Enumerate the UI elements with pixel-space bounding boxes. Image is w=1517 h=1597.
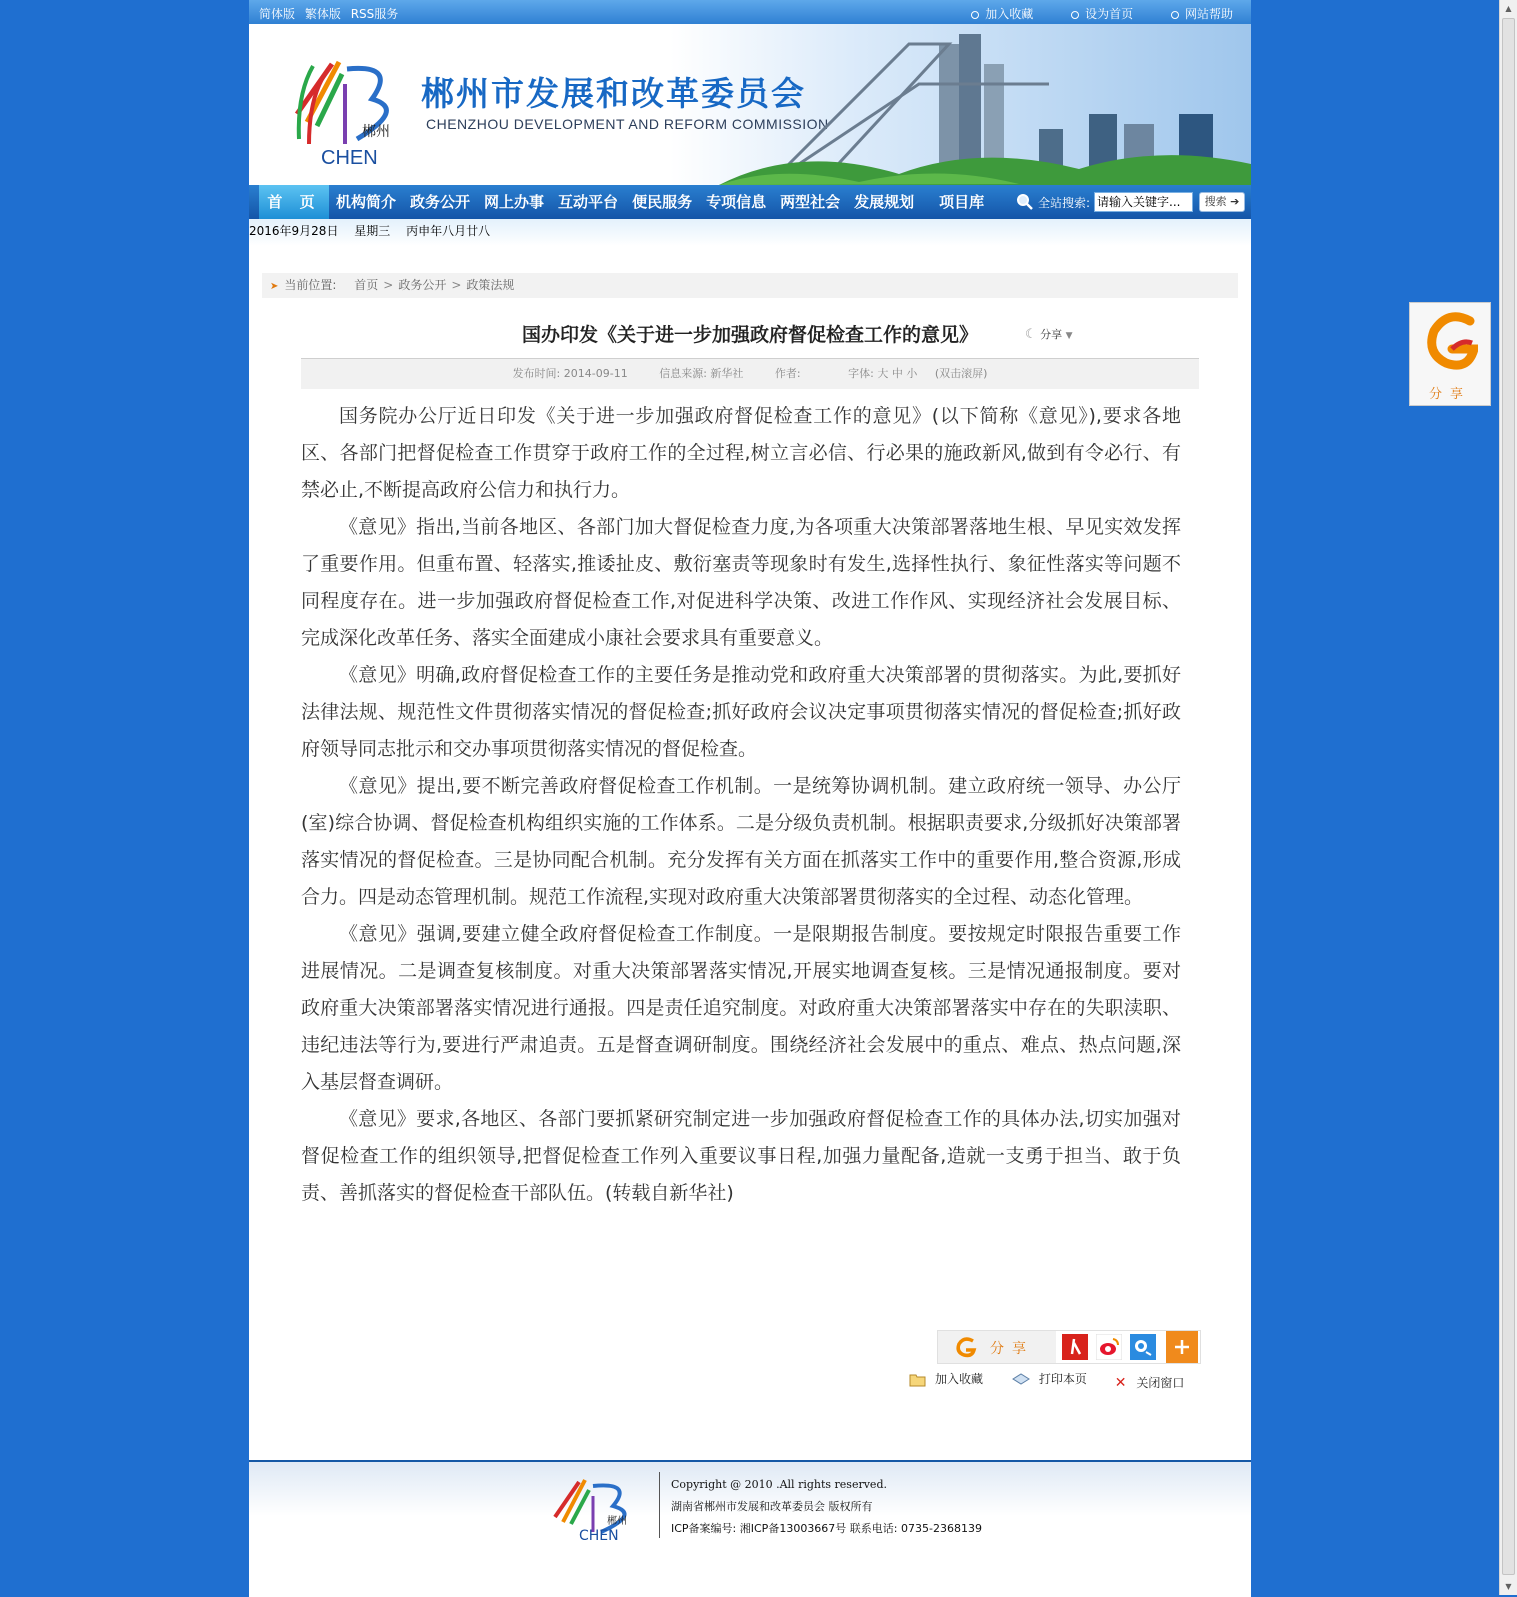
current-date: 2016年9月28日 bbox=[249, 224, 339, 238]
share-bar bbox=[937, 1330, 1201, 1364]
utility-links bbox=[937, 5, 1233, 22]
lunar-date: 丙申年八月廿八 bbox=[406, 224, 491, 238]
weibo-icon[interactable] bbox=[1096, 1334, 1122, 1360]
more-icon[interactable] bbox=[1166, 1331, 1198, 1363]
close-icon: ✕ bbox=[1114, 1374, 1127, 1391]
owner-text: 湖南省郴州市发展和改革委员会 版权所有 bbox=[671, 1500, 873, 1513]
author: 作者: bbox=[774, 367, 801, 380]
breadcrumb-policy[interactable]: 政策法规 bbox=[466, 278, 515, 292]
site-title: 郴州市发展和改革委员会 bbox=[421, 74, 806, 113]
floating-share-label: 分享 bbox=[1428, 387, 1471, 402]
language-links bbox=[259, 5, 404, 22]
add-favorite-link[interactable]: 加入收藏 bbox=[971, 7, 1033, 21]
footer bbox=[249, 1460, 1251, 1597]
breadcrumb-separator-icon: > bbox=[451, 278, 462, 292]
article-title: 国办印发《关于进一步加强政府督促检查工作的意见》 bbox=[521, 324, 978, 346]
icp-text: ICP备案编号: 湘ICP备13003667号 联系电话: 0735-2368139 bbox=[671, 1522, 982, 1535]
nav-item-planning[interactable]: 发展规划 bbox=[854, 193, 915, 211]
share-label[interactable]: 分享 bbox=[990, 1341, 1034, 1357]
article-paragraph: 《意见》明确,政府督促检查工作的主要任务是推动党和政府重大决策部署的贯彻落实。为此,要抓好法律法规、规范性文件贯彻落实情况的督促检查;抓好政府会议决定事项贯彻落实情况的督促检查;抓好政府领导同志批示和交办事项贯彻落实情况的督促检查。 bbox=[301, 664, 1181, 760]
nav-item-two-oriented[interactable]: 两型社会 bbox=[780, 193, 841, 211]
breadcrumb bbox=[262, 273, 1238, 298]
logo-text-en: CHEN bbox=[321, 147, 378, 169]
publish-time: 发布时间: 2014-09-11 bbox=[512, 367, 628, 380]
footer-info bbox=[671, 1474, 982, 1540]
rss-link[interactable]: RSS服务 bbox=[350, 7, 399, 21]
chevron-down-icon: ▼ bbox=[1065, 331, 1073, 341]
nav-item-gov-affairs[interactable]: 政务公开 bbox=[410, 193, 471, 211]
scrollbar-thumb[interactable] bbox=[1502, 18, 1515, 1575]
article-paragraph: 《意见》提出,要不断完善政府督促检查工作机制。一是统筹协调机制。建立政府统一领导、办公厅(室)综合协调、督促检查机构组织实施的工作体系。二是分级负责机制。根据职责要求,分级抓好决策部署落实情况的督促检查。三是协同配合机制。充分发挥有关方面在抓落实工作中的重要作用,整合资源,形成合力。四是动态管理机制。规范工作流程,实现对政府重大决策部署贯彻落实的全过程、动态化管理。 bbox=[301, 775, 1181, 908]
search-button[interactable]: 搜索 ➔ bbox=[1199, 192, 1245, 212]
add-favorite-tool[interactable]: 加入收藏 bbox=[909, 1370, 983, 1387]
share-logo-icon[interactable] bbox=[954, 1336, 978, 1360]
breadcrumb-home[interactable]: 首页 bbox=[354, 278, 379, 292]
breadcrumb-separator-icon: > bbox=[383, 278, 394, 292]
main-navigation bbox=[249, 185, 1251, 219]
search-icon bbox=[1016, 193, 1034, 211]
share-logo-icon bbox=[1422, 309, 1478, 375]
info-source: 信息来源: 新华社 bbox=[659, 367, 744, 380]
bullet-icon bbox=[971, 11, 979, 19]
article-paragraph: 《意见》要求,各地区、各部门要抓紧研究制定进一步加强政府督促检查工作的具体办法,切实加强对督促检查工作的组织领导,把督促检查工作列入重要议事日程,加强力量配备,造就一支勇于担当、敢于负责、善抓落实的督促检查干部队伍。(转载自新华社) bbox=[301, 1108, 1181, 1204]
page-container bbox=[249, 0, 1251, 1595]
date-bar bbox=[249, 219, 1251, 246]
nav-item-public-services[interactable]: 便民服务 bbox=[632, 193, 693, 211]
content-area bbox=[249, 246, 1251, 1460]
page-tools bbox=[909, 1370, 1208, 1391]
breadcrumb-arrow-icon: ➤ bbox=[270, 281, 279, 292]
breadcrumb-gov-affairs[interactable]: 政务公开 bbox=[398, 278, 447, 292]
vertical-scrollbar[interactable] bbox=[1499, 0, 1517, 1595]
footer-logo-text-cn: 郴州 bbox=[607, 1516, 627, 1527]
arrow-right-icon: ➔ bbox=[1230, 195, 1240, 208]
simplified-link[interactable]: 简体版 bbox=[259, 7, 296, 21]
site-help-link[interactable]: 网站帮助 bbox=[1171, 7, 1233, 21]
double-click-scroll: (双击滚屏) bbox=[934, 367, 988, 380]
nav-item-about[interactable]: 机构简介 bbox=[336, 193, 397, 211]
article-body bbox=[301, 398, 1181, 1212]
nav-item-special-info[interactable]: 专项信息 bbox=[706, 193, 767, 211]
search-input[interactable]: 请输入关键字... bbox=[1094, 192, 1193, 212]
logo-text-cn: 郴州 bbox=[362, 124, 390, 140]
nav-item-home[interactable]: 首 页 bbox=[259, 185, 329, 219]
article-paragraph: 《意见》强调,要建立健全政府督促检查工作制度。一是限期报告制度。要按规定时限报告重要工作进展情况。二是调查复核制度。对重大决策部署落实情况,开展实地调查复核。三是情况通报制度。要对政府重大决策部署落实情况进行通报。四是责任追究制度。对政府重大决策部署落实中存在的失职渎职、违纪违法等行为,要进行严肃追责。五是督查调研制度。围绕经济社会发展中的重点、难点、热点问题,深入基层督查调研。 bbox=[301, 923, 1181, 1093]
bullet-icon bbox=[1171, 11, 1179, 19]
floating-share-widget[interactable] bbox=[1409, 302, 1491, 406]
scroll-down-icon[interactable]: ▼ bbox=[1505, 1582, 1512, 1591]
bullet-icon bbox=[1071, 11, 1079, 19]
printer-icon bbox=[1011, 1371, 1031, 1387]
footer-divider bbox=[659, 1472, 660, 1538]
current-weekday: 星期三 bbox=[354, 224, 391, 238]
site-logo[interactable] bbox=[287, 44, 402, 169]
tencent-icon[interactable] bbox=[1130, 1334, 1156, 1360]
share-dropdown[interactable]: ☾ 分享 ▼ bbox=[1025, 327, 1073, 342]
footer-logo-text-en: CHEN bbox=[579, 1528, 619, 1542]
folder-icon bbox=[909, 1371, 927, 1387]
nav-item-online-services[interactable]: 网上办事 bbox=[484, 193, 545, 211]
print-tool[interactable]: 打印本页 bbox=[1011, 1370, 1087, 1387]
nav-item-interaction[interactable]: 互动平台 bbox=[558, 193, 619, 211]
nav-items bbox=[259, 185, 991, 219]
copyright-text: Copyright @ 2010 .All rights reserved. bbox=[671, 1478, 887, 1491]
nav-item-projects[interactable]: 项目库 bbox=[939, 193, 985, 211]
traditional-link[interactable]: 繁体版 bbox=[304, 7, 341, 21]
breadcrumb-label: 当前位置: bbox=[284, 278, 337, 292]
top-utility-bar bbox=[249, 0, 1251, 24]
footer-logo bbox=[549, 1472, 639, 1542]
article-meta bbox=[301, 358, 1199, 389]
site-subtitle: CHENZHOU DEVELOPMENT AND REFORM COMMISSION bbox=[426, 116, 829, 132]
header-banner bbox=[249, 24, 1251, 185]
article-paragraph: 《意见》指出,当前各地区、各部门加大督促检查力度,为各项重大决策部署落地生根、早见实效发挥了重要作用。但重布置、轻落实,推诿扯皮、敷衍塞责等现象时有发生,选择性执行、象征性落实等问题不同程度存在。进一步加强政府督促检查工作,对促进科学决策、改进工作作风、实现经济社会发展目标、完成深化改革任务、落实全面建成小康社会要求具有重要意义。 bbox=[301, 516, 1181, 649]
search-label: 全站搜索: bbox=[1037, 195, 1090, 210]
set-homepage-link[interactable]: 设为首页 bbox=[1071, 7, 1133, 21]
article-paragraph: 国务院办公厅近日印发《关于进一步加强政府督促检查工作的意见》(以下简称《意见》),要求各地区、各部门把督促检查工作贯穿于政府工作的全过程,树立言必信、行必果的施政新风,做到有令必行、有禁必止,不断提高政府公信力和执行力。 bbox=[301, 405, 1181, 501]
scroll-up-icon[interactable]: ▲ bbox=[1505, 4, 1512, 13]
font-size-controls[interactable]: 字体: 大 中 小 bbox=[848, 367, 918, 380]
share-icon: ☾ bbox=[1025, 327, 1037, 342]
people-icon[interactable] bbox=[1062, 1334, 1088, 1360]
close-window-tool[interactable]: ✕ 关闭窗口 bbox=[1114, 1374, 1185, 1391]
city-skyline-illustration bbox=[719, 24, 1251, 185]
site-search bbox=[1016, 192, 1245, 212]
